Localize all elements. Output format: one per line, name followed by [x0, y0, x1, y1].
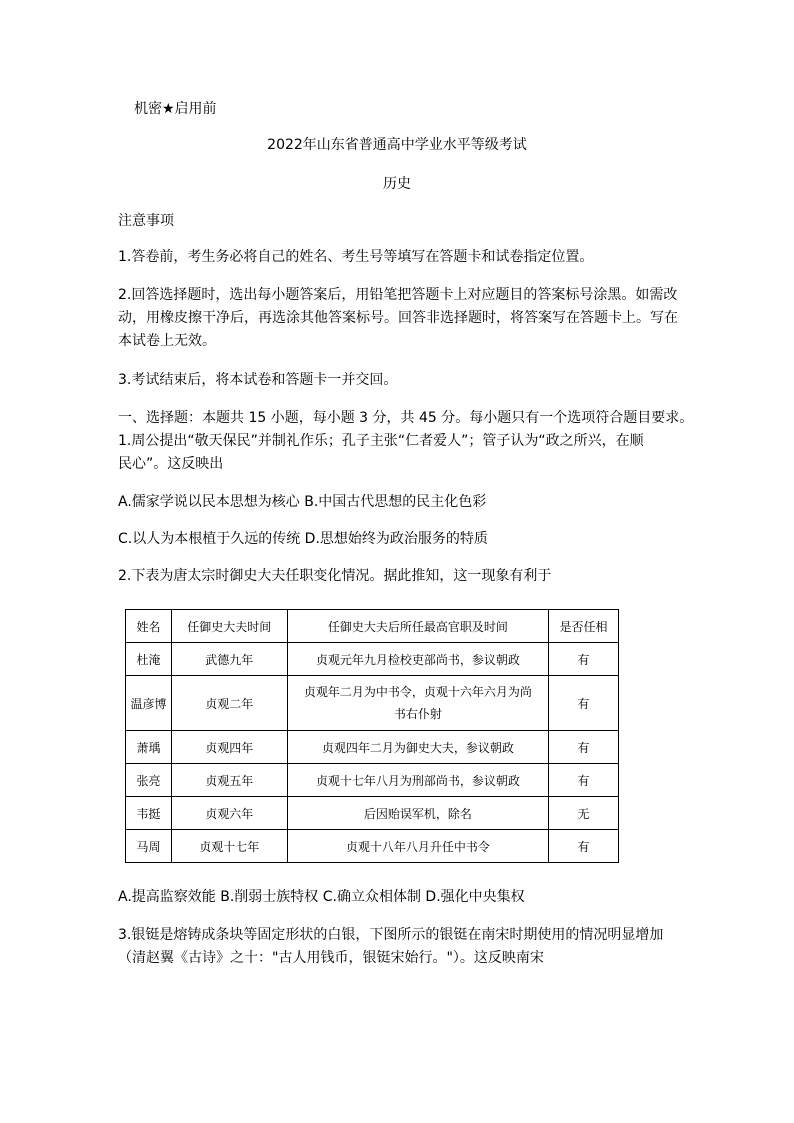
note-item-2-line-1: 2.回答选择题时，选出每小题答案后，用铅笔把答题卡上对应题目的答案标号涂黑。如需改	[118, 287, 678, 303]
table-header: 姓名	[126, 610, 172, 643]
cell-chancellor: 有	[549, 676, 619, 731]
note-item-2-line-2: 动，用橡皮擦干净后，再选涂其他答案标号。回答非选择题时，将答案写在答题卡上。写在	[118, 310, 678, 326]
cell-name: 马周	[126, 830, 172, 863]
table-row	[126, 643, 619, 676]
note-item-2-line-3: 本试卷上无效。	[118, 333, 216, 349]
section-heading: 一、选择题：本题共 15 小题，每小题 3 分，共 45 分。每小题只有一个选项符合题目要求。	[118, 410, 694, 426]
cell-time: 贞观四年	[171, 731, 287, 764]
exam-title: 2022年山东省普通高中学业水平等级考试	[267, 137, 527, 153]
censor-table	[125, 609, 619, 863]
table-header: 任御史大夫时间	[171, 610, 287, 643]
table-row	[126, 731, 619, 764]
notes-heading: 注意事项	[118, 213, 174, 229]
cell-name: 张亮	[126, 764, 172, 797]
cell-post-line-1: 贞观年二月为中书令，贞观十六年六月为尚	[303, 685, 532, 699]
cell-name: 韦挺	[126, 797, 172, 830]
q3-stem-line-1: 3.银铤是熔铸成条块等固定形状的白银，下图所示的银铤在南宋时期使用的情况明显增加	[118, 927, 664, 943]
table-row	[126, 797, 619, 830]
table-header: 是否任相	[549, 610, 619, 643]
cell-chancellor: 无	[549, 797, 619, 830]
table-header: 任御史大夫后所任最高官职及时间	[287, 610, 548, 643]
cell-chancellor: 有	[549, 830, 619, 863]
cell-post: 贞观十八年八月升任中书令	[287, 830, 548, 863]
table-row	[126, 830, 619, 863]
cell-post: 贞观十七年八月为刑部尚书，参议朝政	[287, 764, 548, 797]
cell-name: 萧瑀	[126, 731, 172, 764]
note-item-3: 3.考试结束后，将本试卷和答题卡一并交回。	[118, 372, 398, 388]
cell-post	[287, 676, 548, 731]
cell-chancellor: 有	[549, 731, 619, 764]
cell-post-line-2: 书右仆射	[393, 707, 442, 721]
q1-stem-line-1: 1.周公提出“敬天保民”并制礼作乐；孔子主张“仁者爱人”；管子认为“政之所兴，在顺	[118, 433, 644, 449]
subject-title: 历史	[383, 176, 411, 192]
cell-name: 杜淹	[126, 643, 172, 676]
q1-options-line-1: A.儒家学说以民本思想为核心 B.中国古代思想的民主化色彩	[118, 494, 487, 510]
table-header-row	[126, 610, 619, 643]
cell-chancellor: 有	[549, 764, 619, 797]
table-row	[126, 676, 619, 731]
note-item-1: 1.答卷前，考生务必将自己的姓名、考生号等填写在答题卡和试卷指定位置。	[118, 249, 594, 265]
q1-options-line-2: C.以人为本根植于久远的传统 D.思想始终为政治服务的特质	[118, 531, 488, 547]
cell-chancellor: 有	[549, 643, 619, 676]
cell-post: 贞观四年二月为御史大夫，参议朝政	[287, 731, 548, 764]
cell-post: 后因贻误军机，除名	[287, 797, 548, 830]
cell-time: 武德九年	[171, 643, 287, 676]
q2-stem: 2.下表为唐太宗时御史大夫任职变化情况。据此推知，这一现象有利于	[118, 568, 552, 584]
cell-time: 贞观六年	[171, 797, 287, 830]
cell-time: 贞观二年	[171, 676, 287, 731]
q2-options: A.提高监察效能 B.削弱士族特权 C.确立众相体制 D.强化中央集权	[118, 889, 525, 905]
table-row	[126, 764, 619, 797]
cell-post: 贞观元年九月检校吏部尚书，参议朝政	[287, 643, 548, 676]
cell-time: 贞观五年	[171, 764, 287, 797]
cell-time: 贞观十七年	[171, 830, 287, 863]
cell-name: 温彦博	[126, 676, 172, 731]
q1-stem-line-2: 民心”。这反映出	[118, 456, 224, 472]
confidential-label: 机密★启用前	[134, 101, 217, 117]
q3-stem-line-2: （清赵翼《古诗》之十："古人用钱币，银铤宋始行。"）。这反映南宋	[118, 950, 544, 966]
